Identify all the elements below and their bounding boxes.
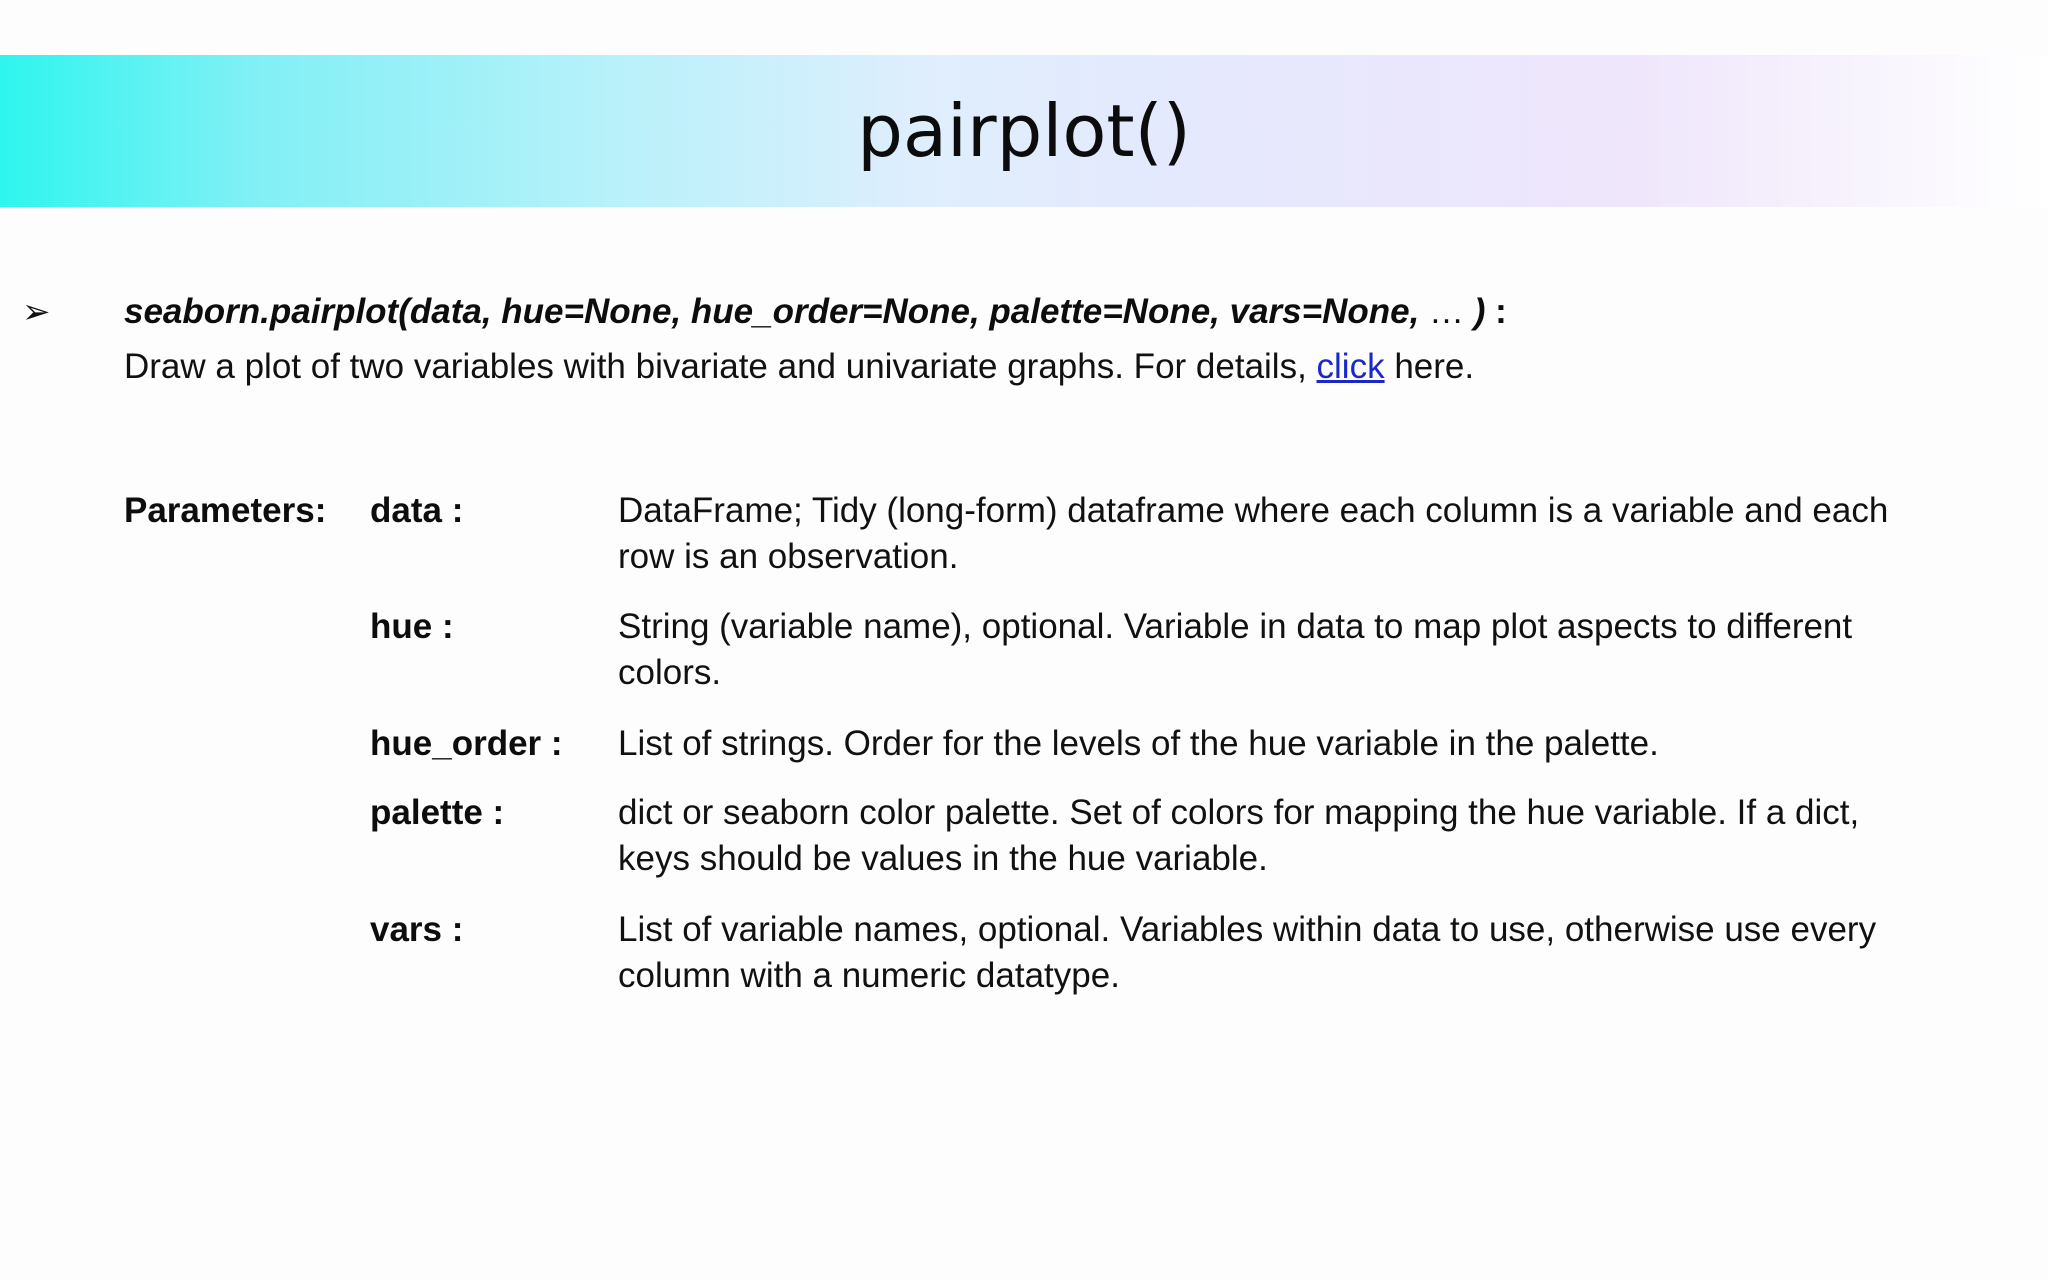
parameters-heading: Parameters: [124, 491, 327, 530]
details-link[interactable]: click [1316, 347, 1385, 386]
parameter-description [618, 907, 2048, 999]
parameter-name: hue_order : [370, 724, 563, 763]
parameter-description-line: colors. [618, 653, 722, 692]
parameter-description-line: dict or seaborn color palette. Set of colors for mapping the hue variable. If a dict, [618, 793, 1860, 832]
parameter-description [618, 604, 2048, 696]
parameter-description-line: keys should be values in the hue variable. [618, 839, 1268, 878]
parameter-description-line: row is an observation. [618, 537, 959, 576]
parameter-name: palette : [370, 793, 505, 832]
signature-ellipsis: … [1429, 292, 1465, 331]
parameter-name: vars : [370, 910, 464, 949]
title-band [0, 55, 2048, 207]
parameter-description [618, 721, 2048, 767]
parameter-name: data : [370, 491, 464, 530]
parameter-description [618, 488, 2048, 580]
parameter-description-line: String (variable name), optional. Variable in data to map plot aspects to different [618, 607, 1853, 646]
parameter-name: hue : [370, 607, 454, 646]
parameter-description-line: column with a numeric datatype. [618, 956, 1120, 995]
description-text: Draw a plot of two variables with bivariate and univariate graphs. For details, [124, 347, 1317, 386]
signature-text: seaborn.pairplot(data, hue=None, hue_order=None, palette=None, vars=None, [124, 292, 1430, 331]
function-signature [124, 290, 1507, 334]
signature-close: ) [1464, 292, 1486, 331]
slide-title: pairplot() [857, 89, 1191, 173]
parameter-description-line: DataFrame; Tidy (long-form) dataframe where each column is a variable and each [618, 491, 1889, 530]
parameter-description-line: List of variable names, optional. Variables within data to use, otherwise use every [618, 910, 1877, 949]
parameter-description-line: List of strings. Order for the levels of the hue variable in the palette. [618, 724, 1659, 763]
parameter-description [618, 790, 2048, 882]
signature-colon: : [1485, 292, 1507, 331]
description-tail: here. [1384, 347, 1475, 386]
arrow-bullet-icon: ➢ [22, 293, 51, 331]
function-description [124, 345, 1474, 389]
